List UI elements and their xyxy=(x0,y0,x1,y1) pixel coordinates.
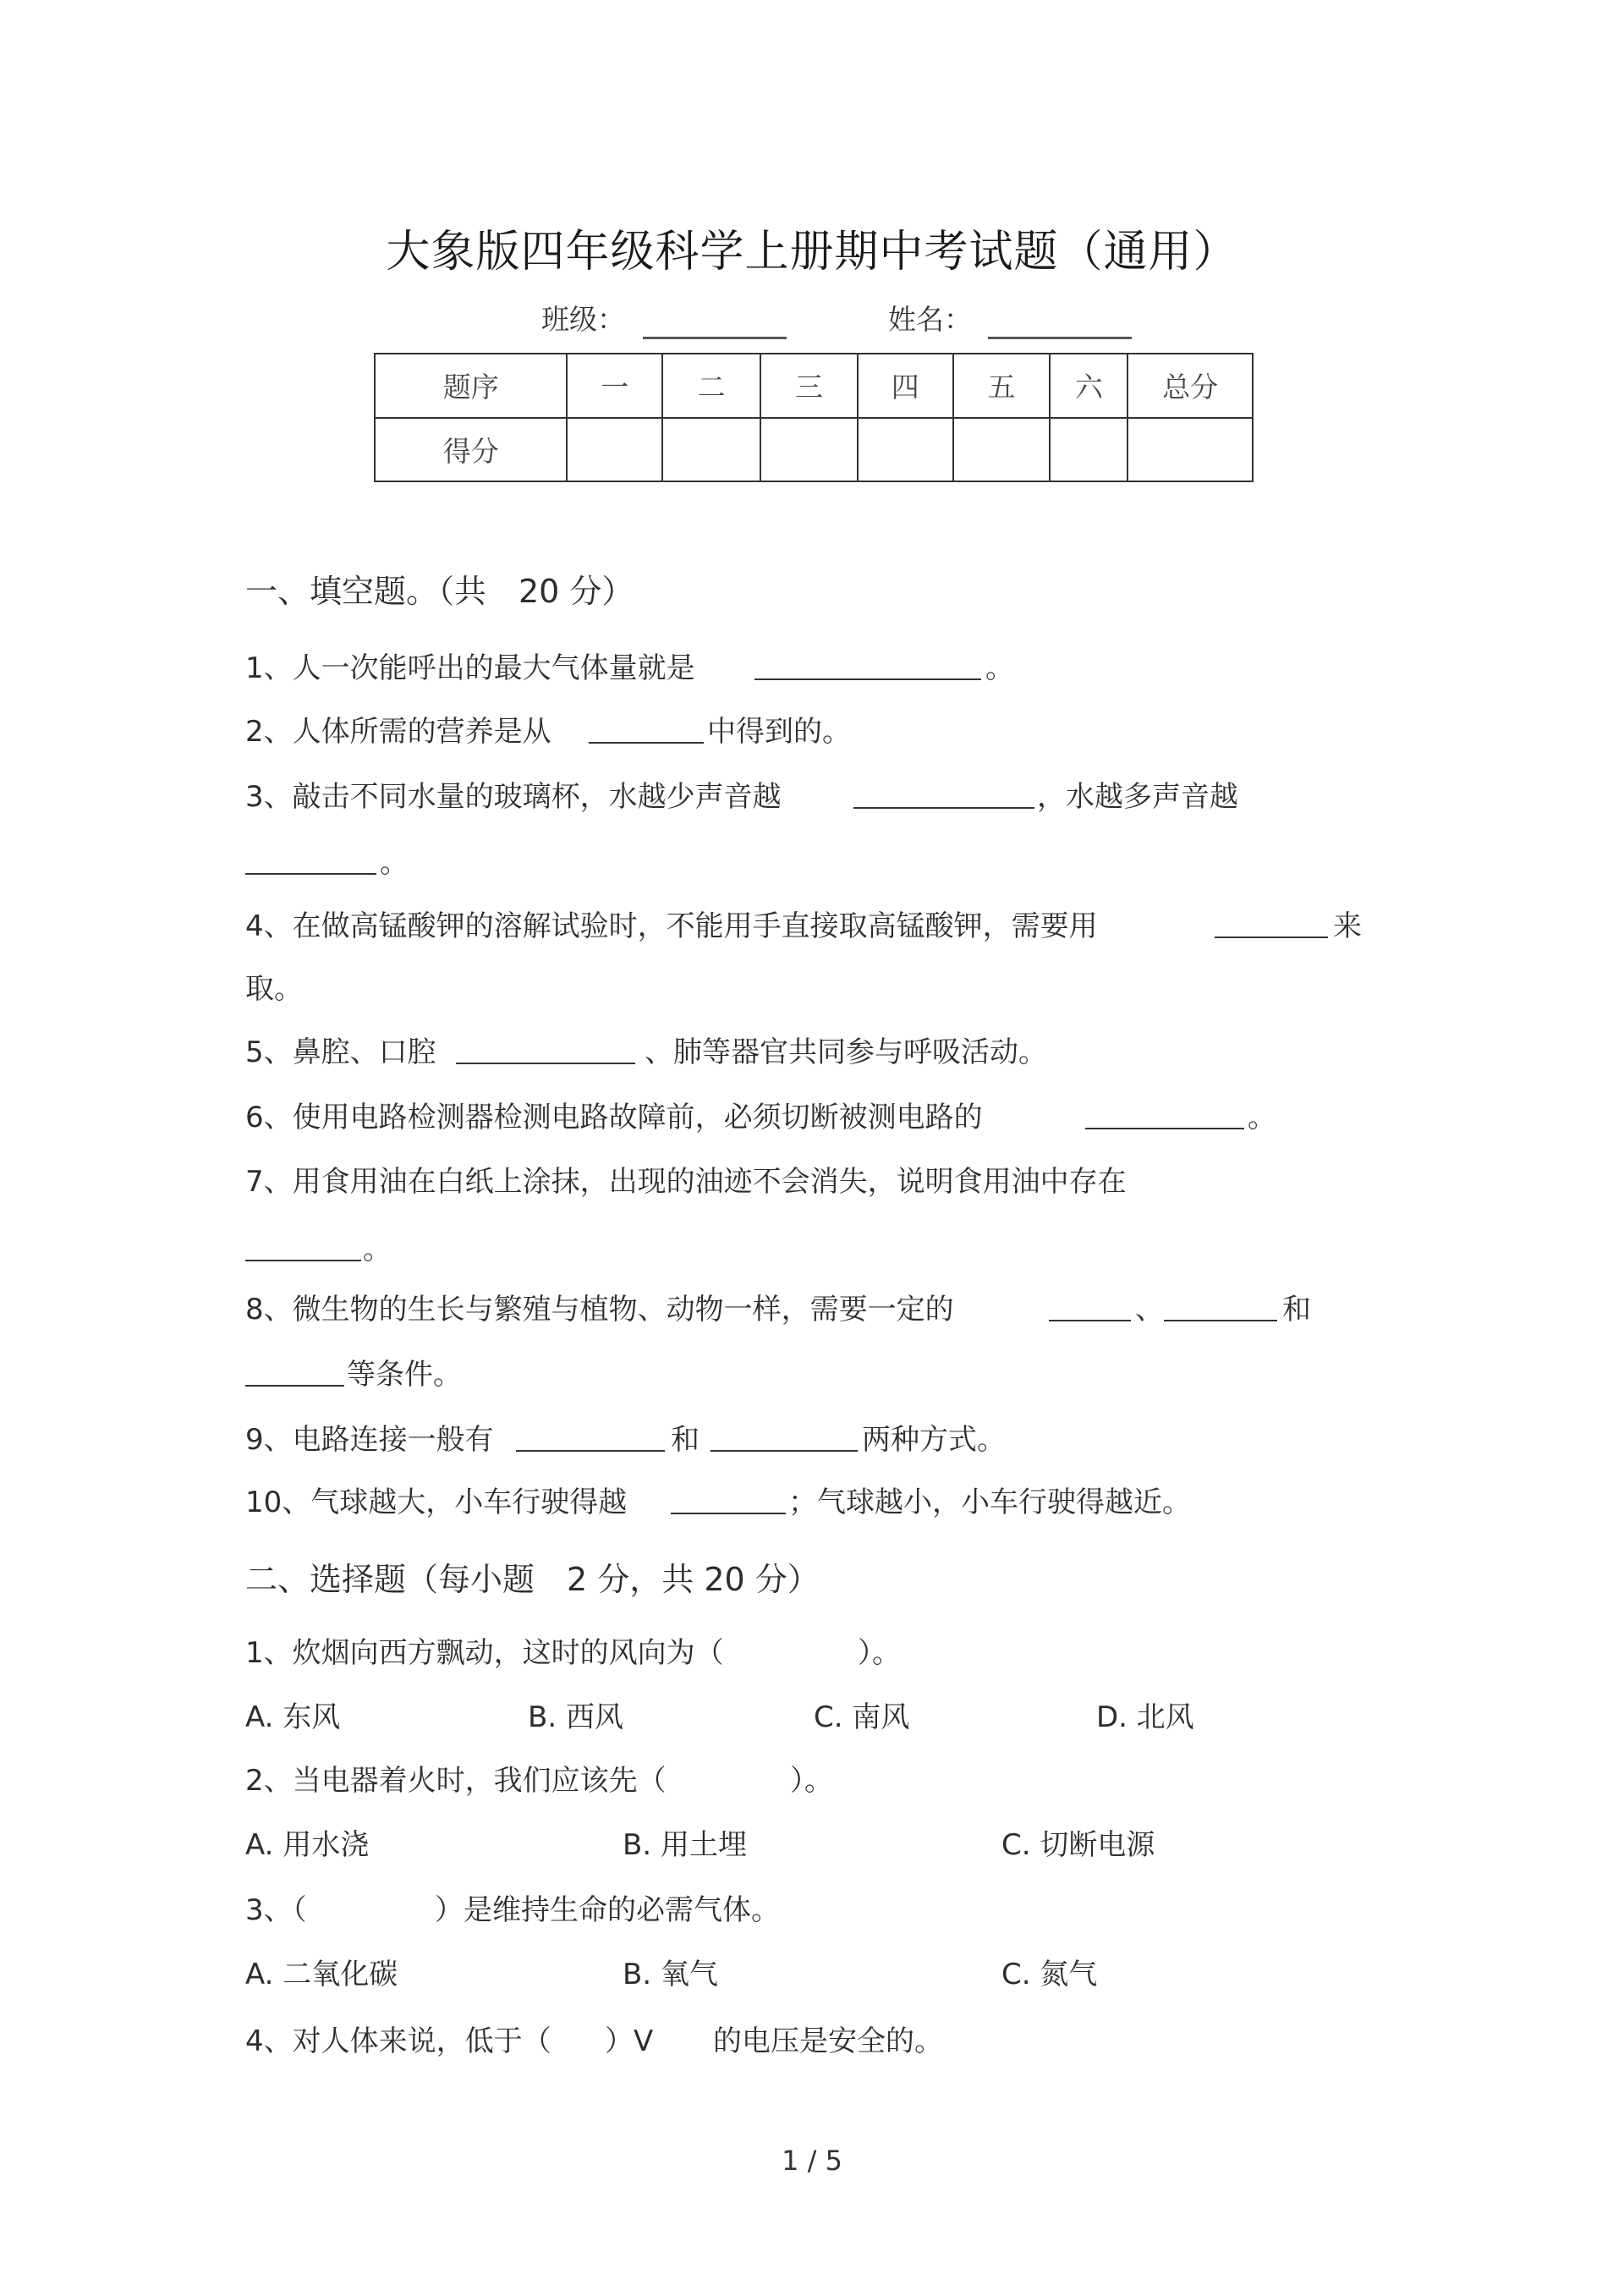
question-text: 1、人一次能呼出的最大气体量就是 xyxy=(245,651,695,685)
header-cell: 一 xyxy=(567,354,662,418)
question-text: 5、鼻腔、口腔 xyxy=(245,1035,436,1069)
option-b[interactable]: B. 用土埋 xyxy=(623,1828,747,1862)
question-text: 和 xyxy=(671,1423,700,1457)
answer-blank[interactable] xyxy=(710,1416,858,1452)
question-text: 3、敲击不同水量的玻璃杯，水越少声音越 xyxy=(245,780,782,814)
answer-blank[interactable] xyxy=(245,839,376,875)
answer-blank[interactable] xyxy=(245,1226,361,1261)
question-text: 。 xyxy=(1248,1101,1276,1134)
header-cell: 总分 xyxy=(1127,354,1253,418)
score-cell[interactable] xyxy=(662,418,760,482)
option-c[interactable]: C. 切断电源 xyxy=(1001,1828,1155,1862)
question-text: 8、微生物的生长与繁殖与植物、动物一样，需要一定的 xyxy=(245,1293,954,1327)
score-row-label: 得分 xyxy=(375,418,567,482)
question-text: 、肺等器官共同参与呼吸活动。 xyxy=(645,1035,1047,1069)
answer-blank[interactable] xyxy=(671,1479,786,1514)
question-text: 来 xyxy=(1333,909,1362,943)
question-text: ；气球越小，小车行驶得越近。 xyxy=(788,1486,1191,1519)
score-row xyxy=(375,418,1253,482)
option-c[interactable]: C. 南风 xyxy=(814,1700,910,1734)
score-cell[interactable] xyxy=(1127,418,1253,482)
question-text: 。 xyxy=(363,1233,392,1266)
question-text: 1、炊烟向西方飘动，这时的风向为（ xyxy=(245,1636,724,1670)
section1-heading: 一、填空题。（共 20 分） xyxy=(245,573,634,610)
answer-blank[interactable] xyxy=(853,773,1034,809)
question-text: ）。 xyxy=(858,1636,901,1670)
question-text: 2、当电器着火时，我们应该先（ xyxy=(245,1764,667,1798)
question-text: 10、气球越大，小车行驶得越 xyxy=(245,1486,628,1519)
question-text: 、 xyxy=(1135,1293,1164,1327)
header-cell: 三 xyxy=(760,354,858,418)
score-table-header xyxy=(375,354,1253,418)
option-a[interactable]: A. 用水浇 xyxy=(245,1828,370,1862)
option-d[interactable]: D. 北风 xyxy=(1096,1700,1194,1734)
question-text: 2、人体所需的营养是从 xyxy=(245,715,551,749)
answer-blank[interactable] xyxy=(1164,1286,1277,1321)
answer-blank[interactable] xyxy=(754,645,981,680)
option-a[interactable]: A. 二氧化碳 xyxy=(245,1958,398,1991)
question-text: 和 xyxy=(1282,1293,1311,1327)
question-text: 4、对人体来说，低于（ xyxy=(245,2024,551,2058)
header-cell: 六 xyxy=(1050,354,1127,418)
answer-blank[interactable] xyxy=(456,1029,635,1064)
class-label: 班级： xyxy=(541,303,625,336)
question-text: 。 xyxy=(985,651,1014,685)
question-text: 两种方式。 xyxy=(862,1423,1006,1457)
answer-blank[interactable] xyxy=(1049,1286,1131,1321)
question-text: 。 xyxy=(380,846,409,880)
question-text: ，水越多声音越 xyxy=(1037,780,1238,814)
answer-blank[interactable] xyxy=(245,1351,344,1387)
section2-heading: 二、选择题（每小题 2 分，共 20 分） xyxy=(245,1561,820,1598)
score-cell[interactable] xyxy=(1050,418,1127,482)
question-text: ）是维持生命的必需气体。 xyxy=(435,1893,780,1927)
answer-blank[interactable] xyxy=(516,1416,665,1452)
option-c[interactable]: C. 氮气 xyxy=(1001,1958,1098,1991)
header-cell: 题序 xyxy=(375,354,567,418)
header-cell: 二 xyxy=(662,354,760,418)
question-text: 7、用食用油在白纸上涂抹，出现的油迹不会消失，说明食用油中存在 xyxy=(245,1165,1127,1199)
name-label: 姓名： xyxy=(888,303,972,336)
header-cell: 五 xyxy=(953,354,1051,418)
name-field[interactable] xyxy=(988,305,1132,339)
question-text: 3、（ xyxy=(245,1893,307,1927)
class-field[interactable] xyxy=(643,305,787,339)
question-text: ）。 xyxy=(790,1764,833,1798)
option-b[interactable]: B. 西风 xyxy=(528,1700,623,1734)
answer-blank[interactable] xyxy=(589,708,704,744)
question-text: 的电压是安全的。 xyxy=(713,2024,943,2058)
score-cell[interactable] xyxy=(953,418,1051,482)
question-text: ）V xyxy=(605,2024,654,2058)
score-cell[interactable] xyxy=(760,418,858,482)
header-cell: 四 xyxy=(858,354,953,418)
answer-blank[interactable] xyxy=(1085,1094,1244,1129)
question-text: 9、电路连接一般有 xyxy=(245,1423,494,1457)
question-text: 4、在做高锰酸钾的溶解试验时，不能用手直接取高锰酸钾，需要用 xyxy=(245,909,1098,943)
exam-title: 大象版四年级科学上册期中考试题（通用） xyxy=(386,227,1238,277)
option-b[interactable]: B. 氧气 xyxy=(623,1958,718,1991)
score-cell[interactable] xyxy=(567,418,662,482)
question-text: 取。 xyxy=(245,972,303,1006)
score-cell[interactable] xyxy=(858,418,953,482)
option-a[interactable]: A. 东风 xyxy=(245,1700,341,1734)
score-table xyxy=(374,353,1254,482)
question-text: 中得到的。 xyxy=(707,715,851,749)
question-text: 等条件。 xyxy=(347,1358,462,1392)
answer-blank[interactable] xyxy=(1215,903,1328,938)
page-number: 1 / 5 xyxy=(782,2145,842,2177)
question-text: 6、使用电路检测器检测电路故障前，必须切断被测电路的 xyxy=(245,1101,983,1134)
